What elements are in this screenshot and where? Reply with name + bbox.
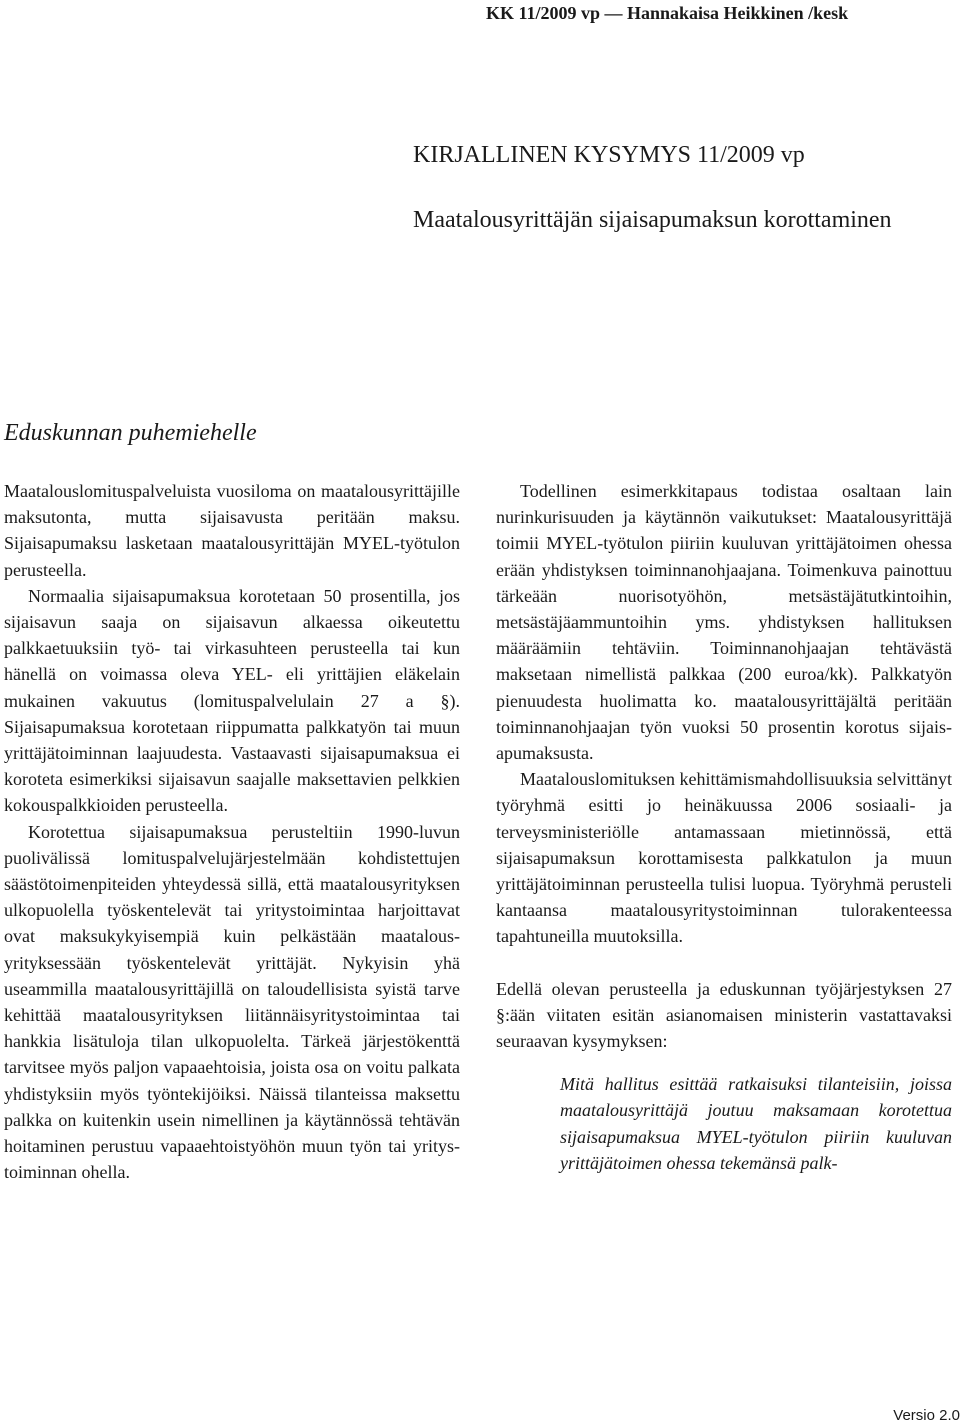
left-paragraph-1: Maatalouslomituspalveluista vuosiloma on maatalousyrittäjille maksutonta, mutta sijaisavusta peritään maksu. Sijaisapumaksu lasketaan maatalousyrittäjän MYEL-työtulon perusteella. xyxy=(4,481,460,580)
right-column xyxy=(496,478,952,1176)
left-paragraph-3: Korotettua sijaisapumaksua perusteltiin 1990-luvun puolivälissä lomituspalvelujärjestelmään kohdistettujen säästötoimenpiteiden yhteydessä sillä, että maatalousyrityksen ulkopuolella työskentelevät tai yritystoimintaa harjoittavat ovat maksukykyisempiä kuin pelkästään maatalousyrityksessään työskentelevät yrittäjät. Nykyisin yhä useammilla maatalousyrittäjillä on taloudellisista syistä tarve kehittää maatalousyrityksen liitännäisyritystoimintaa tai hankkia lisätuloja tilan ulkopuolelta. Tärkeä järjestökenttä tarvitsee myös paljon vapaaehtoisia, joista osa on voitu palkata yhdistyksiin myös työntekijöiksi. Näissä tilanteissa maksettu palkka on kuitenkin usein nimellinen ja käytännössä tehtävän hoitaminen perustuu vapaaehtoistyöhön muun työn tai yritystoiminnan ohella. xyxy=(4,821,460,1183)
addressee: Eduskunnan puhemiehelle xyxy=(4,420,257,446)
question-text: Mitä hallitus esittää ratkaisuksi tilanteisiin, joissa maatalousyrittäjä joutuu maksamaan korotettua sijaisapumaksua MYEL-työtulon piiriin kuuluvan yrittäjätoimen ohessa tekemänsä palk- xyxy=(560,1074,952,1173)
page-header: KK 11/2009 vp — Hannakaisa Heikkinen /kesk xyxy=(486,3,849,23)
version-footer: Versio 2.0 xyxy=(893,1407,960,1424)
left-column xyxy=(4,478,460,1185)
right-paragraph-2: Maatalouslomituksen kehittämismahdollisuuksia selvittänyt työryhmä esitti jo heinäkuussa 2006 sosiaali- ja terveysministeriölle antamassaan mietinnössä, että sijaisapumaksun korottamisesta palkkatulon ja muun yrittäjätoiminnan perusteella tulisi luopua. Työryhmä perusteli kantaansa maatalousyritystoiminnan tulorakenteessa tapahtuneilla muutoksilla. xyxy=(496,769,952,947)
right-paragraph-3: Edellä olevan perusteella ja eduskunnan työjärjestyksen 27 §:ään viitaten esitän asianomaisen ministerin vastattavaksi seuraavan kysymyksen: xyxy=(496,978,952,1052)
document-title: KIRJALLINEN KYSYMYS 11/2009 vp xyxy=(413,142,805,168)
left-paragraph-2: Normaalia sijaisapumaksua korotetaan 50 prosentilla, jos sijaisavun saaja on sijaisavun alkaessa oikeutettu palkkaetuuksiin työ- tai virkasuhteen perusteella tai kun hänellä on voimassa oleva YEL- eli yrittäjien eläkelain mukainen vakuutus (lomituspalvelulain 27 a §). Sijaisapumaksua korotetaan riippumatta palkkatyön tai muun yrittäjätoiminnan laajuudesta. Vastaavasti sijaisapumaksua ei koroteta esimerkiksi sijaisavun saajalle maksettavien pelkkien kokouspalkkioiden perusteella. xyxy=(4,585,460,816)
document-subtitle: Maatalousyrittäjän sijaisapumaksun korottaminen xyxy=(413,207,892,233)
right-paragraph-1: Todellinen esimerkkitapaus todistaa osaltaan lain nurinkurisuuden ja käytännön vaikutukset: Maatalousyrittäjä toimii MYEL-työtulon piiriin kuuluvan yrittäjätoimen ohessa erään yhdistyksen toiminnanohjaajana. Toimenkuva painottuu tärkeään nuorisotyöhön, metsästäjätutkintoihin, metsästäjäammuntoihin yms. yhdistyksen hallituksen määräämiin tehtäviin. Toiminnanohjaajan tehtävästä maksetaan nimellistä palkkaa (200 euroa/kk). Palkkatyön pienuudesta huolimatta ko. maatalousyrittäjältä peritään toiminnanohjaajan työn vuoksi 50 prosentin korotus sijaisapumaksusta. xyxy=(496,481,952,764)
